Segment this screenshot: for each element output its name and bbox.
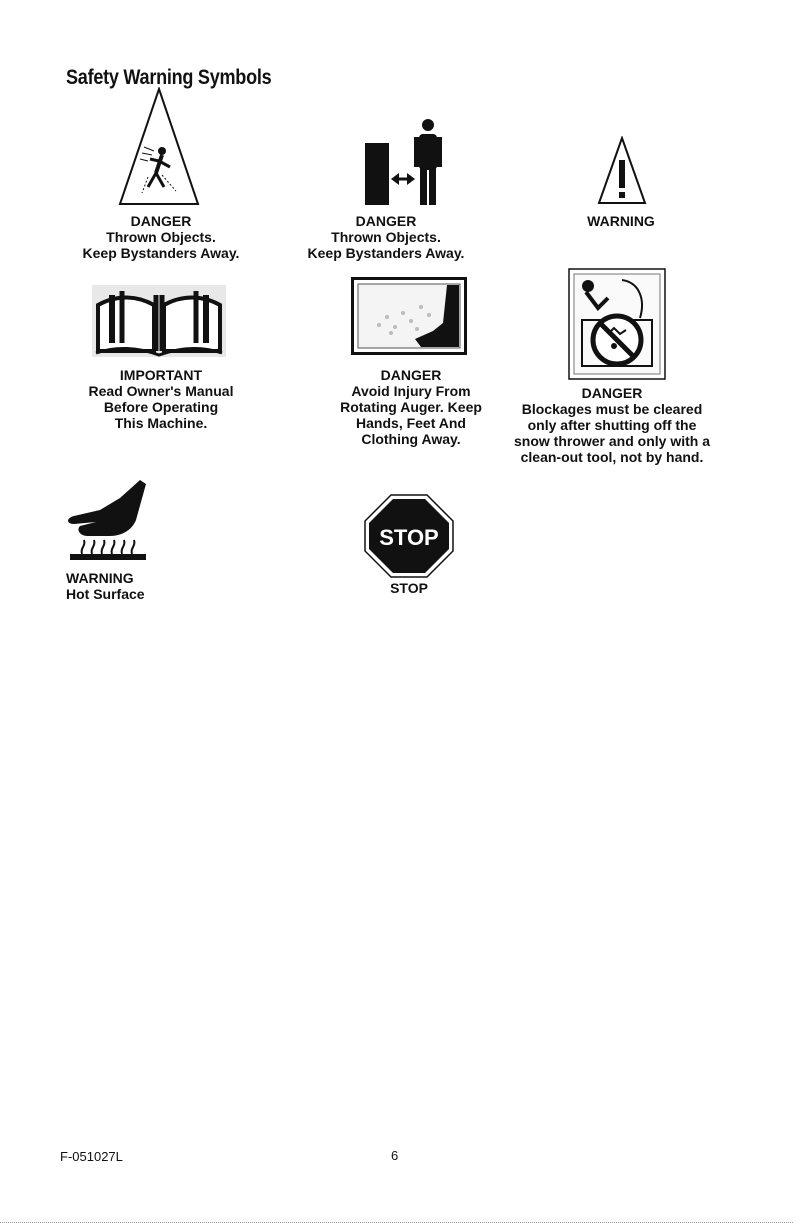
caption-line: WARNING <box>587 213 655 229</box>
caption-line: snow thrower and only with a <box>513 433 710 449</box>
hot-surface-hand-icon <box>60 478 150 562</box>
stop-sign-text: STOP <box>379 525 439 550</box>
stop-sign-icon <box>364 494 454 578</box>
caption-line: Keep Bystanders Away. <box>82 245 240 261</box>
caption-manual <box>56 367 266 431</box>
keep-bystanders-away-icon <box>362 115 448 207</box>
caption-line: DANGER <box>355 213 417 229</box>
caption-line: Read Owner's Manual <box>88 383 234 399</box>
thrown-objects-triangle-icon <box>118 87 200 207</box>
caption-line: Rotating Auger. Keep <box>340 399 482 415</box>
bottom-divider <box>0 1222 793 1224</box>
caption-warning <box>546 213 696 229</box>
caption-line: Thrown Objects. <box>331 229 441 245</box>
caption-line: IMPORTANT <box>119 367 203 383</box>
exclamation-triangle-icon <box>597 136 647 206</box>
caption-thrown-objects-1 <box>56 213 266 261</box>
caption-stop <box>334 580 484 596</box>
caption-line: This Machine. <box>114 415 208 431</box>
page-number: 6 <box>391 1148 399 1163</box>
caption-line: Clothing Away. <box>361 431 461 447</box>
caption-line: Avoid Injury From <box>351 383 471 399</box>
caption-line: Blockages must be cleared <box>521 401 703 417</box>
caption-line: Thrown Objects. <box>106 229 216 245</box>
caption-line: STOP <box>390 580 428 596</box>
page-title: Safety Warning Symbols <box>66 66 272 89</box>
rotating-auger-foot-icon <box>351 277 467 355</box>
caption-line: DANGER <box>380 367 442 383</box>
owners-manual-icon <box>92 285 226 357</box>
caption-line: DANGER <box>581 385 643 401</box>
caption-thrown-objects-2 <box>281 213 491 261</box>
document-code: F-051027L <box>60 1149 123 1164</box>
no-hand-clearing-icon <box>568 268 666 380</box>
caption-line: WARNING <box>66 570 134 586</box>
caption-line: clean-out tool, not by hand. <box>520 449 704 465</box>
caption-auger <box>306 367 516 447</box>
caption-hot-surface <box>66 570 216 602</box>
caption-line: Before Operating <box>103 399 219 415</box>
caption-line: Hot Surface <box>66 586 145 602</box>
caption-blockage <box>496 385 728 465</box>
caption-line: only after shutting off the <box>527 417 697 433</box>
caption-line: Hands, Feet And <box>356 415 466 431</box>
caption-line: DANGER <box>130 213 192 229</box>
caption-line: Keep Bystanders Away. <box>307 245 465 261</box>
